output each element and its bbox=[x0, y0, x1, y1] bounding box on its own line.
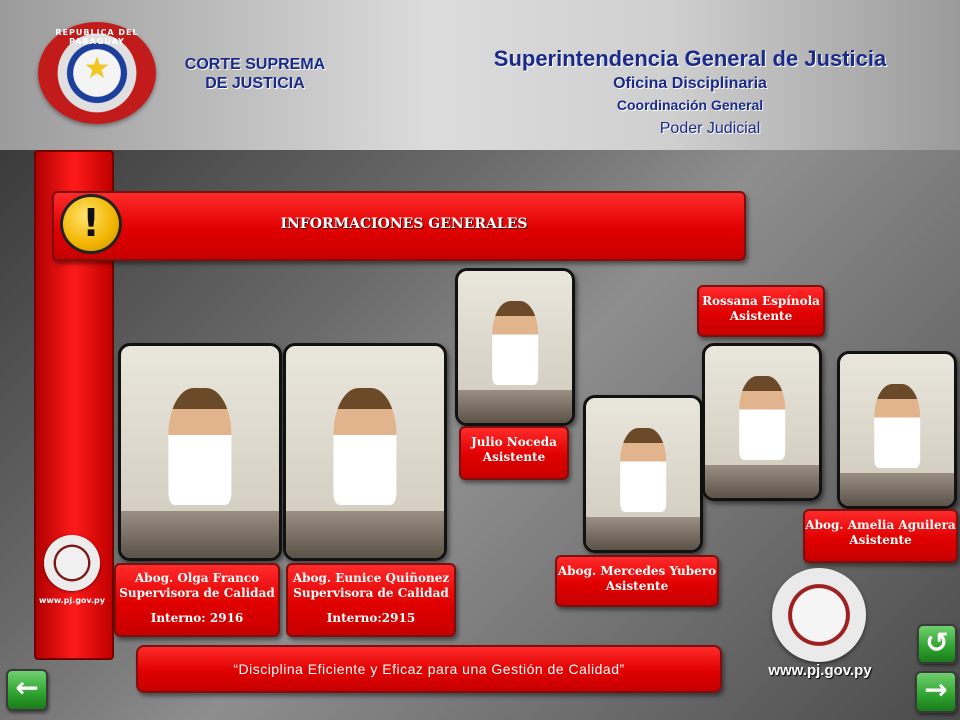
desk bbox=[840, 473, 954, 506]
website-url[interactable]: www.pj.gov.py bbox=[768, 662, 872, 679]
caption-julio-noceda[interactable] bbox=[459, 426, 569, 480]
photo-mercedes-yubero bbox=[583, 395, 703, 553]
desk bbox=[586, 517, 700, 550]
staff-extension: Interno: 2916 bbox=[150, 611, 244, 625]
staff-role: Supervisora de Calidad bbox=[119, 586, 275, 600]
paraguay-seal-logo bbox=[38, 22, 156, 124]
sidebar-url: www.pj.gov.py bbox=[39, 596, 105, 605]
forward-arrow-icon[interactable]: → bbox=[915, 671, 957, 713]
staff-name: Rossana Espínola bbox=[702, 294, 820, 308]
person-figure bbox=[333, 388, 396, 505]
caption-amelia-aguilera[interactable] bbox=[803, 509, 958, 563]
office-subtitle: Oficina Disciplinaria bbox=[613, 75, 767, 92]
photo-eunice-quinonez bbox=[283, 343, 447, 561]
person-figure bbox=[620, 428, 666, 512]
corte-line-1: CORTE SUPREMA bbox=[184, 56, 326, 73]
photo-rossana-espinola bbox=[702, 343, 822, 501]
info-banner-label: INFORMACIONES GENERALES bbox=[280, 216, 528, 232]
photo-julio-noceda bbox=[455, 268, 575, 426]
person-figure bbox=[739, 376, 785, 460]
photo-amelia-aguilera bbox=[837, 351, 957, 509]
corte-suprema-title bbox=[150, 55, 360, 93]
caption-eunice-quinonez[interactable] bbox=[286, 563, 456, 637]
staff-extension: Interno:2915 bbox=[326, 611, 416, 625]
staff-name: Abog. Mercedes Yubero bbox=[557, 564, 717, 578]
refresh-icon[interactable]: ↺ bbox=[917, 624, 957, 664]
desk bbox=[286, 511, 444, 558]
caption-rossana-espinola[interactable] bbox=[697, 285, 825, 337]
caption-olga-franco[interactable] bbox=[114, 563, 280, 637]
coordination-subtitle: Coordinación General bbox=[616, 97, 764, 113]
page-title: Superintendencia General de Justicia bbox=[493, 46, 887, 71]
csj-seal-small-logo bbox=[44, 535, 100, 591]
desk bbox=[705, 465, 819, 498]
desk bbox=[121, 511, 279, 558]
photo-olga-franco bbox=[118, 343, 282, 561]
back-arrow-icon[interactable]: ← bbox=[6, 669, 48, 711]
staff-name: Abog. Olga Franco bbox=[134, 571, 260, 585]
staff-role: Asistente bbox=[482, 450, 546, 464]
warning-icon: ! bbox=[60, 194, 122, 254]
star-icon: ★ bbox=[83, 51, 111, 86]
staff-name: Abog. Amelia Aguilera bbox=[805, 518, 956, 532]
staff-role: Asistente bbox=[729, 309, 793, 323]
staff-role: Supervisora de Calidad bbox=[293, 586, 449, 600]
seal-text: REPUBLICA DEL PARAGUAY bbox=[55, 28, 139, 46]
person-figure bbox=[874, 384, 920, 468]
corte-line-2: DE JUSTICIA bbox=[205, 75, 305, 92]
staff-role: Asistente bbox=[849, 533, 912, 547]
branch-label: Poder Judicial bbox=[659, 120, 761, 137]
caption-mercedes-yubero[interactable] bbox=[555, 555, 719, 607]
staff-role: Asistente bbox=[605, 579, 669, 593]
csj-seal-logo bbox=[772, 568, 866, 662]
person-figure bbox=[168, 388, 231, 505]
motto-banner: “Disciplina Eficiente y Eficaz para una Gestión de Calidad” bbox=[136, 645, 722, 693]
staff-name: Julio Noceda bbox=[471, 435, 557, 449]
desk bbox=[458, 390, 572, 423]
staff-name: Abog. Eunice Quiñonez bbox=[292, 571, 450, 585]
info-banner[interactable] bbox=[52, 191, 746, 261]
person-figure bbox=[492, 301, 538, 385]
